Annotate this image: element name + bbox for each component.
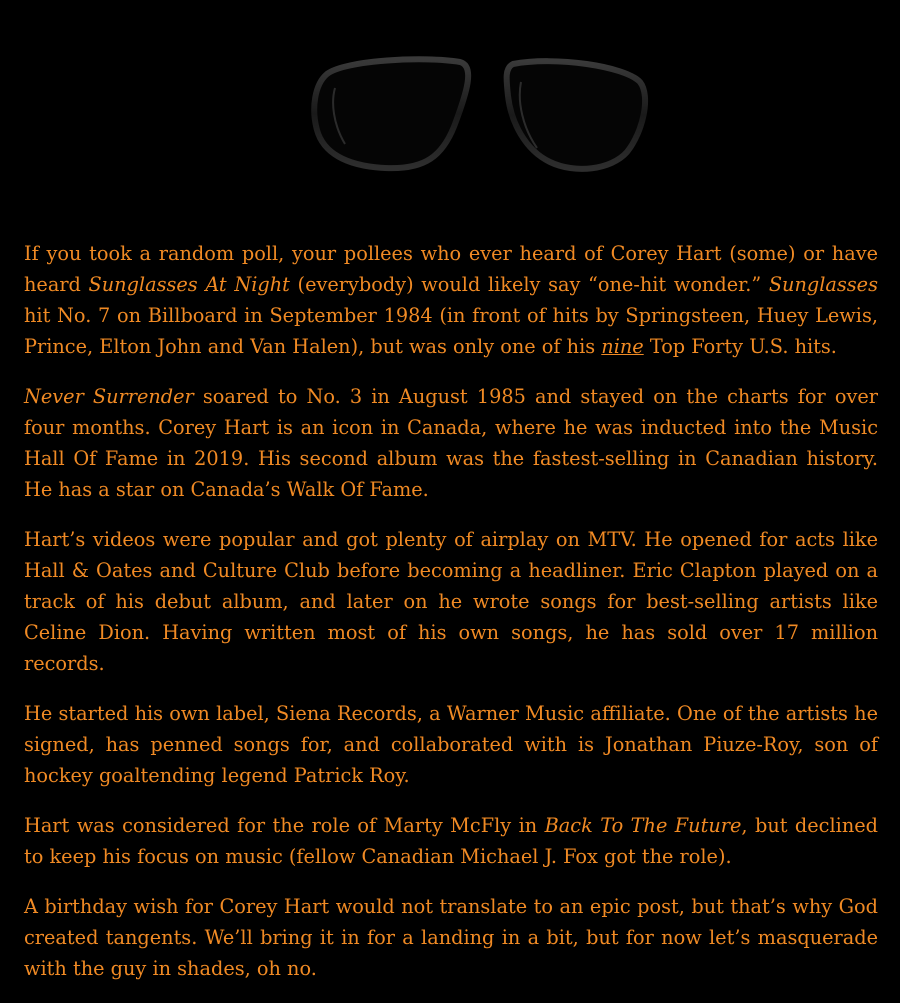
text-span: (everybody) would likely say “one-hit wonder.” (289, 273, 769, 296)
paragraph-back-to-the-future (24, 810, 878, 872)
song-title: Never Surrender (24, 385, 194, 408)
left-lens (314, 59, 468, 168)
right-lens (507, 61, 645, 169)
song-title: Sunglasses (768, 273, 878, 296)
sunglasses-icon (305, 52, 650, 182)
text-span: , but declined to keep his focus on music (fellow Canadian Michael J. Fox got the role). (24, 814, 878, 868)
paragraph-videos: Hart’s videos were popular and got plenty of airplay on MTV. He opened for acts like Hall & Oates and Culture Club before becoming a headliner. Eric Clapton played on a track of his debut album, and later on he wrote songs for best-selling artists like Celine Dion. Having written most of his own songs, he has sold over 17 million records. (24, 528, 878, 675)
text-span: Top Forty U.S. hits. (643, 335, 837, 358)
paragraph-never-surrender (24, 381, 878, 505)
paragraph-label: He started his own label, Siena Records, a Warner Music affiliate. One of the artists he signed, has penned songs for, and collaborated with is Jonathan Piuze-Roy, son of hockey goaltending legend Patrick Roy. (24, 702, 878, 787)
paragraph-poll (24, 238, 878, 362)
emphasis-nine: nine (601, 335, 644, 358)
text-span: soared to No. 3 in August 1985 and stayed on the charts for over four months. Corey Hart is an icon in Canada, where he was inducted into the Music Hall Of Fame in 2019. His second album was the fastest-selling in Canadian history. He has a star on Canada’s Walk Of Fame. (24, 385, 878, 501)
song-title: Sunglasses At Night (88, 273, 290, 296)
text-span: Hart was considered for the role of Marty McFly in (24, 814, 545, 837)
article-body (24, 238, 878, 1003)
text-span: hit No. 7 on Billboard in September 1984 (in front of hits by Springsteen, Huey Lewis, Prince, Elton John and Van Halen), but was only one of his (24, 304, 878, 358)
movie-title: Back To The Future (544, 814, 742, 837)
text-span: If you took a random poll, your pollees who ever heard of Corey Hart (some) or have heard (24, 242, 878, 296)
paragraph-birthday-wish: A birthday wish for Corey Hart would not translate to an epic post, but that’s why God created tangents. We’ll bring it in for a landing in a bit, but for now let’s masquerade with the guy in shades, oh no. (24, 895, 878, 980)
